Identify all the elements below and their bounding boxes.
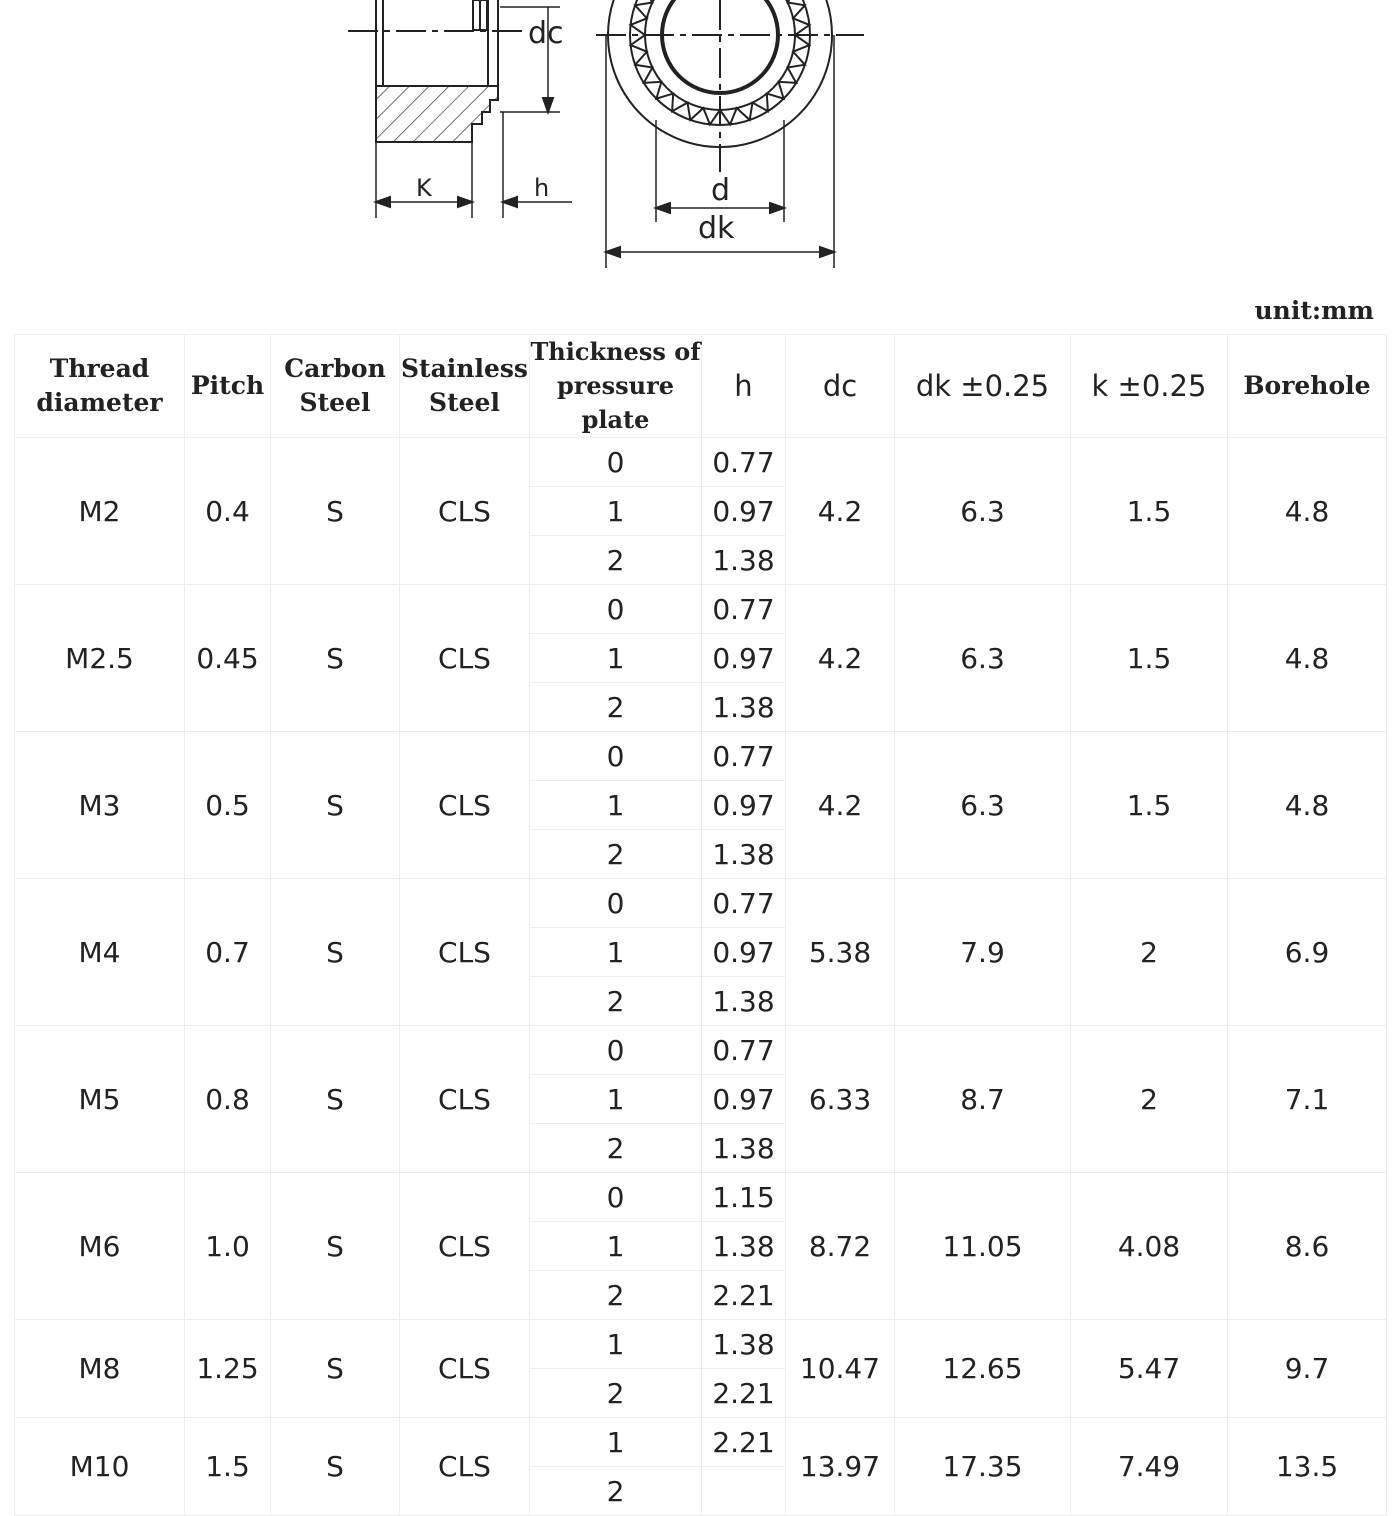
col-h: h	[702, 335, 786, 438]
col-dc: dc	[786, 335, 895, 438]
h-cell	[702, 1467, 786, 1516]
stainless-steel-cell: CLS	[400, 438, 530, 585]
h-label: h	[534, 174, 550, 202]
col-stainless-steel: Stainless Steel	[400, 335, 530, 438]
table-row	[15, 1320, 1387, 1369]
borehole-cell: 7.1	[1228, 1026, 1387, 1173]
carbon-steel-cell: S	[271, 438, 400, 585]
thread-diameter-cell: M3	[15, 732, 185, 879]
table-row	[15, 879, 1387, 928]
plate-thickness-cell: 1	[530, 928, 702, 977]
carbon-steel-cell: S	[271, 1026, 400, 1173]
d-label: d	[711, 173, 731, 208]
spec-table	[14, 334, 1387, 1516]
plate-thickness-cell: 0	[530, 879, 702, 928]
dc-cell: 4.2	[786, 585, 895, 732]
plate-thickness-cell: 0	[530, 1173, 702, 1222]
plate-thickness-cell: 0	[530, 585, 702, 634]
plate-thickness-cell: 2	[530, 830, 702, 879]
h-cell: 0.97	[702, 781, 786, 830]
carbon-steel-cell: S	[271, 1173, 400, 1320]
h-cell: 2.21	[702, 1271, 786, 1320]
dk-cell: 6.3	[895, 732, 1071, 879]
pitch-cell: 1.0	[185, 1173, 271, 1320]
h-cell: 1.38	[702, 683, 786, 732]
table-row	[15, 1173, 1387, 1222]
dc-cell: 8.72	[786, 1173, 895, 1320]
pitch-cell: 0.8	[185, 1026, 271, 1173]
technical-drawing	[0, 0, 1400, 290]
h-cell: 0.77	[702, 879, 786, 928]
dc-cell: 5.38	[786, 879, 895, 1026]
plate-thickness-cell: 2	[530, 1124, 702, 1173]
plate-thickness-cell: 2	[530, 977, 702, 1026]
h-cell: 1.38	[702, 1124, 786, 1173]
dk-cell: 6.3	[895, 438, 1071, 585]
k-cell: 1.5	[1071, 732, 1228, 879]
stainless-steel-cell: CLS	[400, 879, 530, 1026]
table-row	[15, 1418, 1387, 1467]
pitch-cell: 1.25	[185, 1320, 271, 1418]
plate-thickness-cell: 1	[530, 1320, 702, 1369]
table-row	[15, 732, 1387, 781]
stainless-steel-cell: CLS	[400, 585, 530, 732]
h-cell: 1.38	[702, 536, 786, 585]
plate-thickness-cell: 2	[530, 1369, 702, 1418]
stainless-steel-cell: CLS	[400, 1026, 530, 1173]
dc-cell: 4.2	[786, 732, 895, 879]
h-cell: 1.38	[702, 1320, 786, 1369]
dk-label: dk	[698, 211, 735, 246]
h-cell: 0.77	[702, 732, 786, 781]
plate-thickness-cell: 1	[530, 487, 702, 536]
carbon-steel-cell: S	[271, 585, 400, 732]
dc-label: dc	[528, 16, 564, 51]
dc-cell: 4.2	[786, 438, 895, 585]
h-cell: 1.15	[702, 1173, 786, 1222]
plate-thickness-cell: 2	[530, 1467, 702, 1516]
h-cell: 1.38	[702, 1222, 786, 1271]
dc-cell: 6.33	[786, 1026, 895, 1173]
dk-cell: 8.7	[895, 1026, 1071, 1173]
h-cell: 0.77	[702, 438, 786, 487]
h-cell: 2.21	[702, 1369, 786, 1418]
h-cell: 1.38	[702, 977, 786, 1026]
col-k: k ±0.25	[1071, 335, 1228, 438]
carbon-steel-cell: S	[271, 879, 400, 1026]
plate-thickness-cell: 1	[530, 1222, 702, 1271]
col-borehole: Borehole	[1228, 335, 1387, 438]
table-row	[15, 1026, 1387, 1075]
pitch-cell: 0.5	[185, 732, 271, 879]
col-carbon-steel: Carbon Steel	[271, 335, 400, 438]
thread-diameter-cell: M5	[15, 1026, 185, 1173]
header-row	[15, 335, 1387, 438]
pitch-cell: 0.4	[185, 438, 271, 585]
pitch-cell: 0.7	[185, 879, 271, 1026]
k-cell: 7.49	[1071, 1418, 1228, 1516]
col-pitch: Pitch	[185, 335, 271, 438]
plate-thickness-cell: 0	[530, 438, 702, 487]
plate-thickness-cell: 2	[530, 683, 702, 732]
dc-cell: 13.97	[786, 1418, 895, 1516]
h-cell: 2.21	[702, 1418, 786, 1467]
k-cell: 1.5	[1071, 585, 1228, 732]
unit-label: unit:mm	[1254, 296, 1374, 325]
stainless-steel-cell: CLS	[400, 732, 530, 879]
col-dk: dk ±0.25	[895, 335, 1071, 438]
borehole-cell: 8.6	[1228, 1173, 1387, 1320]
table-row	[15, 585, 1387, 634]
thread-diameter-cell: M10	[15, 1418, 185, 1516]
carbon-steel-cell: S	[271, 1418, 400, 1516]
plate-thickness-cell: 1	[530, 1075, 702, 1124]
plate-thickness-cell: 1	[530, 1418, 702, 1467]
carbon-steel-cell: S	[271, 732, 400, 879]
h-cell: 0.77	[702, 585, 786, 634]
thread-diameter-cell: M6	[15, 1173, 185, 1320]
dk-cell: 12.65	[895, 1320, 1071, 1418]
table-row	[15, 438, 1387, 487]
carbon-steel-cell: S	[271, 1320, 400, 1418]
plate-thickness-cell: 0	[530, 1026, 702, 1075]
borehole-cell: 13.5	[1228, 1418, 1387, 1516]
stainless-steel-cell: CLS	[400, 1320, 530, 1418]
borehole-cell: 4.8	[1228, 438, 1387, 585]
borehole-cell: 6.9	[1228, 879, 1387, 1026]
stainless-steel-cell: CLS	[400, 1173, 530, 1320]
dk-cell: 11.05	[895, 1173, 1071, 1320]
k-cell: 4.08	[1071, 1173, 1228, 1320]
col-pressure-plate: Thickness of pressure plate	[530, 335, 702, 438]
thread-diameter-cell: M2.5	[15, 585, 185, 732]
k-cell: 2	[1071, 1026, 1228, 1173]
h-cell: 0.97	[702, 487, 786, 536]
k-cell: 1.5	[1071, 438, 1228, 585]
h-cell: 1.38	[702, 830, 786, 879]
plate-thickness-cell: 2	[530, 1271, 702, 1320]
pitch-cell: 1.5	[185, 1418, 271, 1516]
col-thread-diameter: Thread diameter	[15, 335, 185, 438]
h-cell: 0.97	[702, 634, 786, 683]
borehole-cell: 4.8	[1228, 732, 1387, 879]
h-cell: 0.97	[702, 928, 786, 977]
borehole-cell: 9.7	[1228, 1320, 1387, 1418]
stainless-steel-cell: CLS	[400, 1418, 530, 1516]
thread-diameter-cell: M8	[15, 1320, 185, 1418]
plate-thickness-cell: 2	[530, 536, 702, 585]
thread-diameter-cell: M2	[15, 438, 185, 585]
dk-cell: 7.9	[895, 879, 1071, 1026]
pitch-cell: 0.45	[185, 585, 271, 732]
k-cell: 2	[1071, 879, 1228, 1026]
h-cell: 0.97	[702, 1075, 786, 1124]
thread-diameter-cell: M4	[15, 879, 185, 1026]
dc-cell: 10.47	[786, 1320, 895, 1418]
dk-cell: 6.3	[895, 585, 1071, 732]
h-cell: 0.77	[702, 1026, 786, 1075]
k-cell: 5.47	[1071, 1320, 1228, 1418]
spec-body	[15, 438, 1387, 1516]
plate-thickness-cell: 1	[530, 634, 702, 683]
borehole-cell: 4.8	[1228, 585, 1387, 732]
plate-thickness-cell: 0	[530, 732, 702, 781]
dk-cell: 17.35	[895, 1418, 1071, 1516]
plate-thickness-cell: 1	[530, 781, 702, 830]
k-label: K	[416, 174, 432, 202]
